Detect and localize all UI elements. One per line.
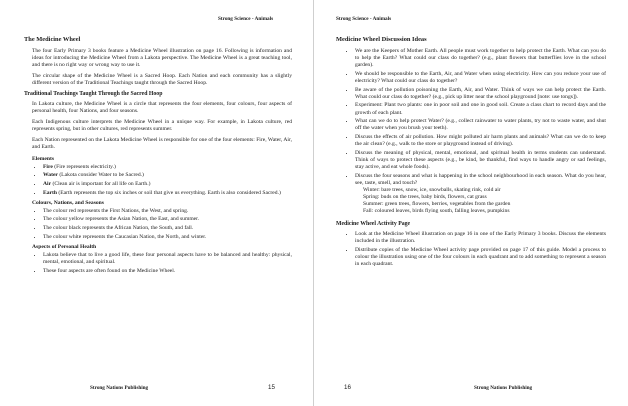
section-heading: Traditional Teachings Taught Through the Sacred Hoop (24, 91, 163, 98)
list-item: • Distribute copies of the Medicine Wheel activity page provided on page 17 of this guide. Model a process to colour the illustration using one of the four colours in each quadrant and to add something to represent a season in each quadrant. (355, 247, 606, 268)
list-item: • Lakota believe that to live a good life, these four personal aspects have to be balanced and healthy: physical, mental, emotional, and spiritual. (43, 252, 292, 266)
list-item (43, 164, 292, 171)
page-number: 16 (344, 384, 351, 391)
list-item: • The colour black represents the African Nation, the South, and fall. (43, 225, 292, 232)
page-footer: Strong Nations Publishing (90, 385, 149, 391)
element-desc: (Earth represents the top six inches or soil that give us everything. Earth is also considered Sacred.) (56, 189, 281, 196)
element-desc: (Fire represents electricity.) (52, 163, 116, 170)
paragraph: Each Indigenous culture interprets the Medicine Wheel in a unique way. For example, in Lakota culture, red represents spring, but in other cultures, red represents summer. (32, 119, 292, 133)
element-term: Water (43, 172, 58, 179)
elements-list (24, 164, 292, 197)
health-list (24, 252, 292, 275)
list-item: • The colour red represents the First Nations, the West, and spring. (43, 208, 292, 215)
element-term: Air (43, 180, 52, 187)
list-item (355, 173, 606, 216)
subheading-health: Aspects of Personal Health (32, 243, 97, 250)
right-page (314, 0, 628, 406)
colours-list (24, 208, 292, 241)
paragraph: The four Early Primary 3 books feature a Medicine Wheel illustration on page 16. Following is information and ideas for introducing the Medicine Wheel from a Lakota perspective. The Medicine Wheel is a great teaching tool, and there is no right way or wrong way to use it. (32, 48, 292, 69)
page-number: 15 (268, 384, 275, 391)
list-item: • Experiment: Plant two plants: one in poor soil and one in good soil. Create a class chart to record days and the growth of each plant. (355, 102, 606, 116)
list-item: • Look at the Medicine Wheel illustration on page 16 in one of the Early Primary 3 books. Discuss the elements included in the illustration. (355, 231, 606, 245)
list-item: • Discuss the meaning of physical, mental, emotional, and spiritual health in terms students can understand. Think of ways to protect these aspects (e.g., be kind, be thankful, find ways to handle angry or sad feelings, stay active, and eat whole foods). (355, 150, 606, 171)
section-heading: Medicine Wheel Activity Page (336, 221, 411, 228)
paragraph: The circular shape of the Medicine Wheel is a Sacred Hoop. Each Nation and each community has a slightly different version of the Traditional Teachings taught through the Sacred Hoop. (32, 73, 292, 87)
element-desc: (Clean air is important for all life on Earth.) (51, 180, 151, 187)
list-item: • The colour yellow represents the Asian Nation, the East, and summer. (43, 216, 292, 223)
season-line: Spring: buds on the trees, baby birds, flowers, cat grass (363, 193, 487, 200)
season-line: Summer: green trees, flowers, berries, vegetables from the garden (363, 201, 511, 208)
element-desc: (Lakota consider Water to be Sacred.) (57, 172, 144, 179)
list-item (43, 172, 292, 179)
right-page-content (336, 36, 606, 271)
page-title: Medicine Wheel Discussion Ideas (336, 36, 427, 43)
discussion-ideas-list (336, 48, 606, 215)
season-line: Fall: coloured leaves, birds flying south, falling leaves, pumpkins (363, 208, 510, 215)
subheading-colours: Colours, Nations, and Seasons (32, 199, 104, 206)
season-line: Winter: bare trees, snow, ice, snowballs, skating rink, cold air (363, 186, 501, 193)
list-item-text: Discuss the four seasons and what is happening in the school neighbourhood in each season. What do you hear, see, taste, smell, and touch? (355, 172, 606, 186)
seasons-block (355, 187, 606, 215)
list-item: • These four aspects are often found on the Medicine Wheel. (43, 268, 292, 275)
activity-list (336, 231, 606, 268)
element-term: Fire (43, 163, 53, 170)
element-term: Earth (43, 189, 57, 196)
list-item: • Be aware of the pollution poisoning the Earth, Air, and Water. Think of ways we can help protect the Earth. What could our class do together? (e.g., pick up litter near the school playground [note: use tongs]). (355, 87, 606, 101)
list-item: • What can we do to help protect Water? (e.g., collect rainwater to water plants, try not to waste water, and shut off the water when you brush your teeth). (355, 118, 606, 132)
page-header: Strong Science - Animals (218, 16, 274, 22)
page-title: The Medicine Wheel (24, 36, 81, 43)
list-item: • We are the Keepers of Mother Earth. All people must work together to help protect the Earth. What can you do to help the Earth? What could our class do together? (e.g., plant flowers that butterflies love in the school garden). (355, 48, 606, 69)
list-item (43, 181, 292, 188)
list-item (43, 190, 292, 197)
list-item: • The colour white represents the Caucasian Nation, the North, and winter. (43, 234, 292, 241)
page-header: Strong Science - Animals (336, 16, 392, 22)
left-page-content (24, 36, 292, 278)
subheading-elements: Elements (32, 155, 55, 162)
list-item: • We should be responsible to the Earth, Air, and Water when using electricity. How can you reduce your use of electricity? What could our class do together? (355, 71, 606, 85)
paragraph: In Lakota culture, the Medicine Wheel is a circle that represents the four elements, four colours, four aspects of personal health, four Nations, and four seasons. (32, 100, 292, 115)
page-footer: Strong Nations Publishing (474, 385, 533, 391)
paragraph: Each Nation represented on the Lakota Medicine Wheel is responsible for one of the four elements: Fire, Water, Air, and Earth. (32, 137, 293, 151)
list-item: • Discuss the effects of air pollution. How might polluted air harm plants and animals? What can we do to keep the air clean? (e.g., walk to the store or playground instead of driving). (355, 134, 606, 148)
